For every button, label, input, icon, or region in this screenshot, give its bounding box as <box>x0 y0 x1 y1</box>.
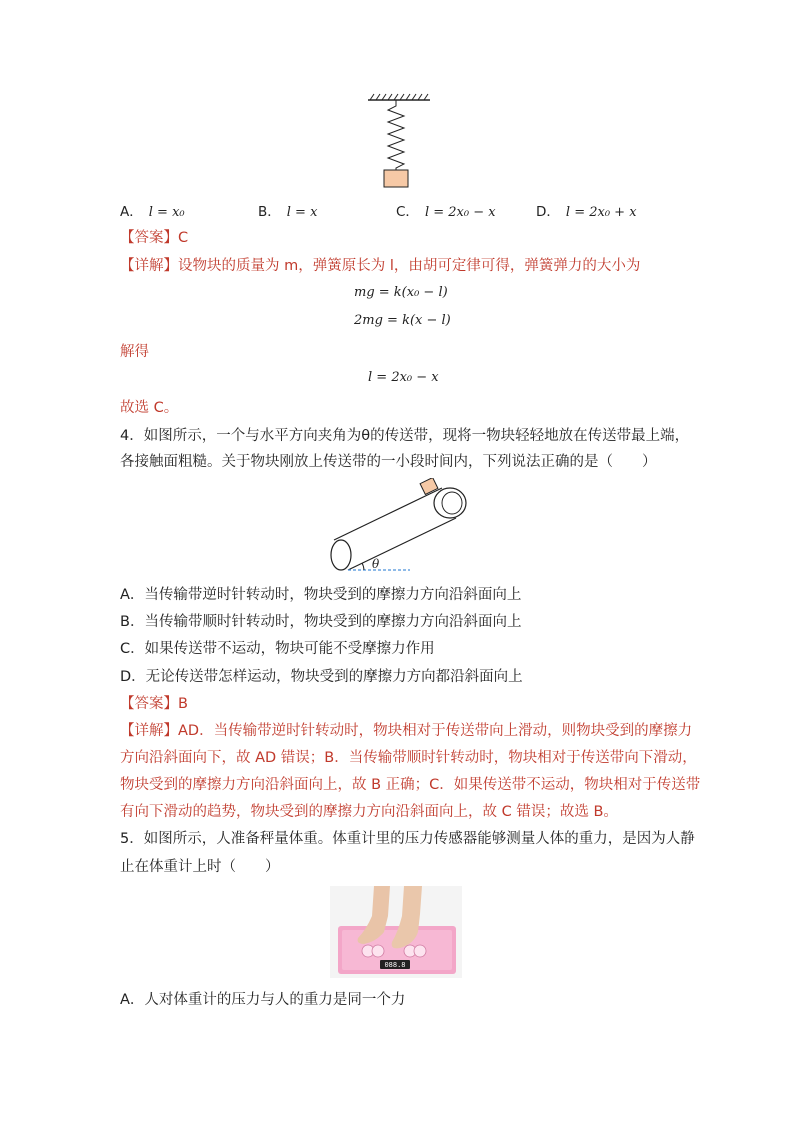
q4-option-c: C．如果传送带不运动，物块可能不受摩擦力作用 <box>120 641 435 657</box>
q4-detail-line3: 物块受到的摩擦力方向沿斜面向上，故 B 正确；C．如果传送带不运动，物块相对于传送带 <box>120 777 701 793</box>
option-c: C． l = 2x₀ − x <box>396 204 496 220</box>
spring-block-figure <box>360 92 440 192</box>
q4-option-d: D．无论传送带怎样运动，物块受到的摩擦力方向都沿斜面向上 <box>120 669 523 685</box>
q4-option-b: B．当传输带顺时针转动时，物块受到的摩擦力方向沿斜面向上 <box>120 614 522 630</box>
option-a: A． l = x₀ <box>120 204 185 220</box>
solve-word: 解得 <box>120 344 149 360</box>
option-d: D． l = 2x₀ + x <box>536 204 637 220</box>
equation-1: mg = k(x₀ − l) <box>354 285 448 300</box>
q3-answer: 【答案】C <box>120 230 189 246</box>
bathroom-scale-photo <box>330 886 462 978</box>
q4-answer: 【答案】B <box>120 696 188 712</box>
q4-stem-line2: 各接触面粗糙。关于物块刚放上传送带的一小段时间内，下列说法正确的是（ ） <box>120 454 657 470</box>
equation-2: 2mg = k(x − l) <box>354 313 451 328</box>
q4-option-a: A．当传输带逆时针转动时，物块受到的摩擦力方向沿斜面向上 <box>120 587 522 603</box>
q3-detail: 【详解】设物块的质量为 m，弹簧原长为 l，由胡可定律可得，弹簧弹力的大小为 <box>120 258 641 274</box>
q5-stem-line2: 止在体重计上时（ ） <box>120 859 280 875</box>
q5-option-a: A．人对体重计的压力与人的重力是同一个力 <box>120 992 406 1008</box>
scale-display: 088.8 <box>384 961 406 969</box>
q4-stem-line1: 4．如图所示，一个与水平方向夹角为θ的传送带，现将一物块轻轻地放在传送带最上端， <box>120 428 690 444</box>
conveyor-belt-figure <box>318 478 478 578</box>
q4-detail-line1: 【详解】AD．当传输带逆时针转动时，物块相对于传送带向上滑动，则物块受到的摩擦力 <box>120 723 693 739</box>
equation-3: l = 2x₀ − x <box>368 370 439 385</box>
q4-detail-line4: 有向下滑动的趋势，物块受到的摩擦力方向沿斜面向上，故 C 错误；故选 B。 <box>120 804 618 820</box>
q3-conclusion: 故选 C。 <box>120 400 179 416</box>
option-b: B． l = x <box>258 204 318 220</box>
theta-label: θ <box>372 557 380 571</box>
q4-detail-line2: 方向沿斜面向下，故 AD 错误；B．当传输带顺时针转动时，物块相对于传送带向下滑动， <box>120 750 697 766</box>
q5-stem-line1: 5．如图所示，人准备秤量体重。体重计里的压力传感器能够测量人体的重力，是因为人静 <box>120 831 695 847</box>
